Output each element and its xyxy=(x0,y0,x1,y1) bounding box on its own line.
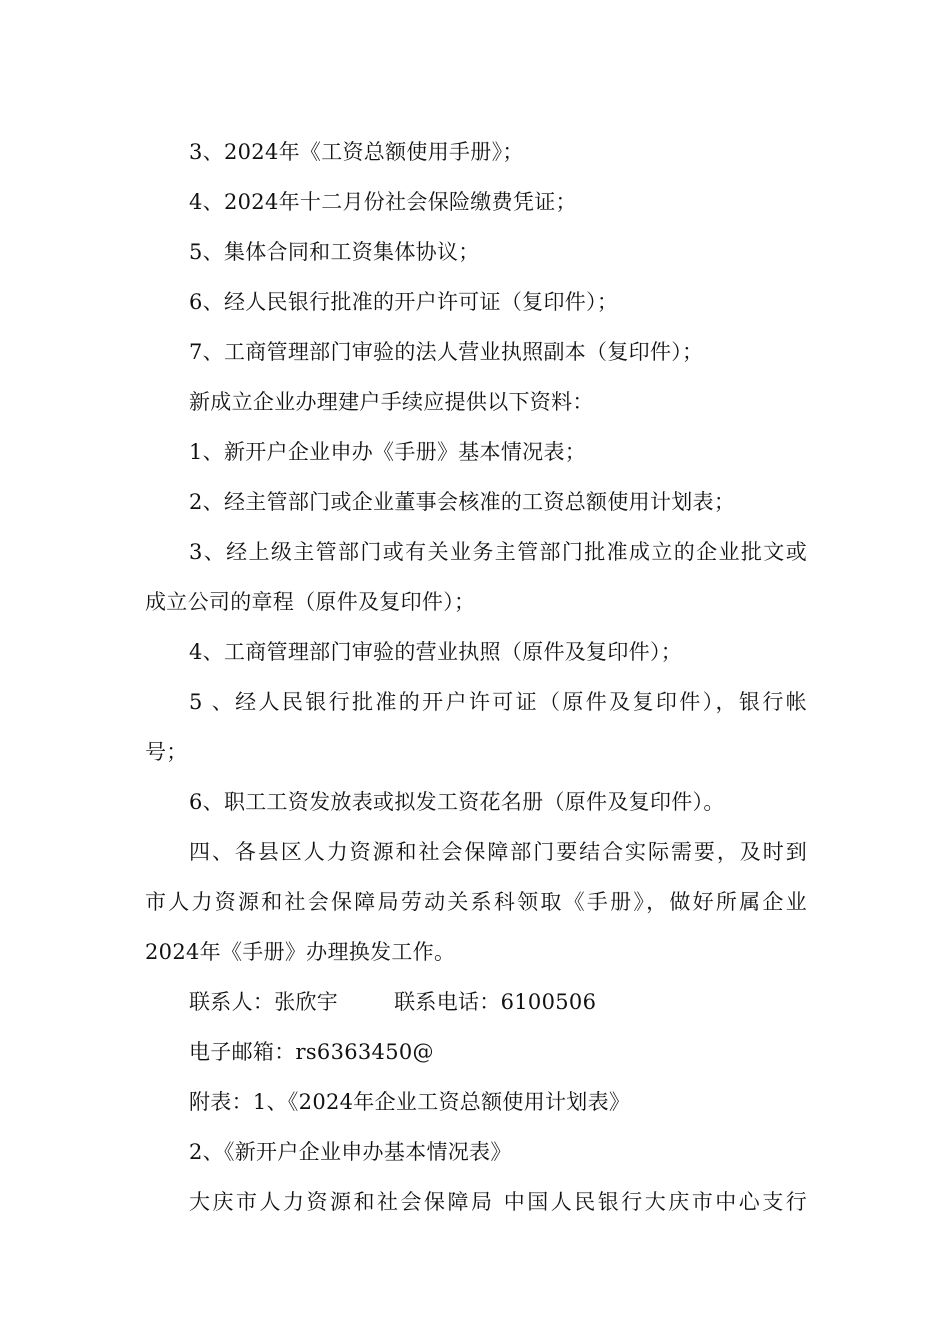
section-heading: 新成立企业办理建户手续应提供以下资料： xyxy=(189,390,594,414)
paragraph-line: 市人力资源和社会保障局劳动关系科领取《手册》，做好所属企业 xyxy=(145,890,807,914)
list-item: 6、职工工资发放表或拟发工资花名册（原件及复印件）。 xyxy=(189,790,725,814)
list-item: 6、经人民银行批准的开户许可证（复印件）； xyxy=(189,290,619,314)
paragraph-line: 2024年《手册》办理换发工作。 xyxy=(145,940,456,964)
list-item: 5 、经人民银行批准的开户许可证（原件及复印件），银行帐 xyxy=(189,690,807,714)
list-item: 4、2024年十二月份社会保险缴费凭证； xyxy=(189,190,577,214)
attachment-line: 附表：1、《2024年企业工资总额使用计划表》 xyxy=(189,1090,631,1114)
list-item: 2、经主管部门或企业董事会核准的工资总额使用计划表； xyxy=(189,490,736,514)
contact-line xyxy=(145,977,807,1027)
email-line: 电子邮箱：rs6363450@ xyxy=(189,1040,434,1064)
contact-person: 联系人：张欣宇 xyxy=(189,990,339,1014)
signature-left: 大庆市人力资源和社会保障局 xyxy=(189,1190,495,1214)
list-item: 1、新开户企业申办《手册》基本情况表； xyxy=(189,440,587,464)
list-item-continuation: 号； xyxy=(145,740,188,764)
document-body xyxy=(145,127,807,1227)
list-item: 4、工商管理部门审验的营业执照（原件及复印件）； xyxy=(189,640,683,664)
list-item: 5、集体合同和工资集体协议； xyxy=(189,240,480,264)
list-item: 3、经上级主管部门或有关业务主管部门批准成立的企业批文或 xyxy=(189,540,807,564)
list-item: 3、2024年《工资总额使用手册》； xyxy=(189,140,524,164)
list-item: 7、工商管理部门审验的法人营业执照副本（复印件）； xyxy=(189,340,704,364)
contact-phone: 联系电话：6100506 xyxy=(394,990,597,1014)
paragraph-line: 四、各县区人力资源和社会保障部门要结合实际需要，及时到 xyxy=(189,840,807,864)
attachment-line: 2、《新开户企业申办基本情况表》 xyxy=(189,1140,512,1164)
signature-line xyxy=(145,1177,807,1227)
list-item-continuation: 成立公司的章程（原件及复印件）； xyxy=(145,590,476,614)
signature-right: 中国人民银行大庆市中心支行 xyxy=(503,1190,808,1214)
